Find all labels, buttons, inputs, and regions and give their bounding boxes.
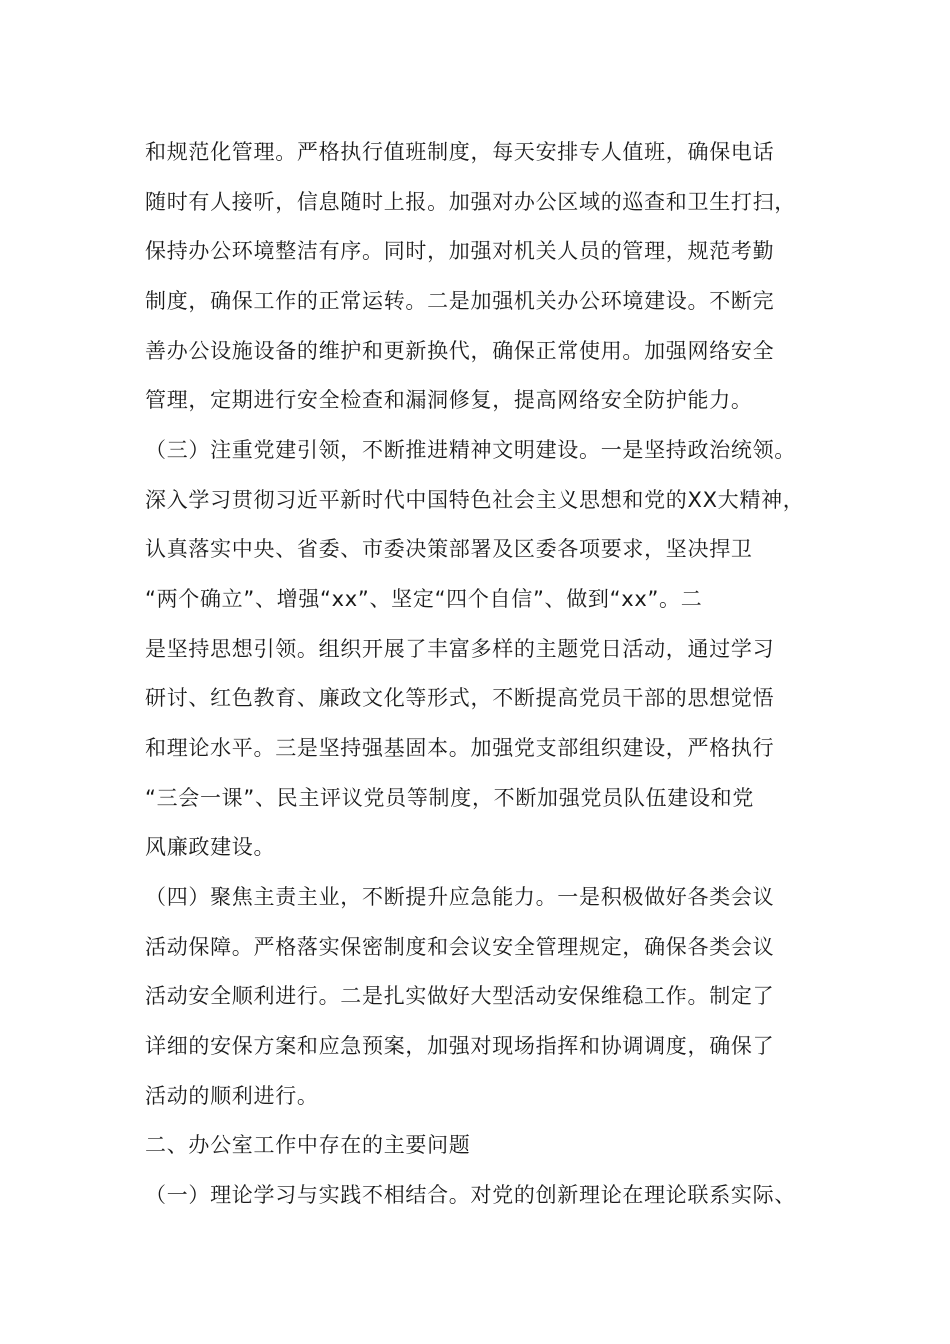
text-line: 活动安全顺利进行。二是扎实做好大型活动安保维稳工作。制定了: [145, 984, 775, 1008]
text-line: 管理，定期进行安全检查和漏洞修复，提高网络安全防护能力。: [145, 388, 753, 412]
text-line: 活动的顺利进行。: [145, 1084, 319, 1108]
text-line: 和理论水平。三是坚持强基固本。加强党支部组织建设，严格执行: [145, 736, 775, 760]
text-line: 保持办公环境整洁有序。同时，加强对机关人员的管理，规范考勤: [145, 239, 775, 263]
section-heading-1: （一）理论学习与实践不相结合。对党的创新理论在理论联系实际、: [145, 1183, 796, 1207]
section-heading-4: （四）聚焦主责主业，不断提升应急能力。一是积极做好各类会议: [145, 885, 775, 909]
text-line: 深入学习贯彻习近平新时代中国特色社会主义思想和党的XX大精神，: [145, 488, 805, 512]
text-line: 详细的安保方案和应急预案，加强对现场指挥和协调调度，确保了: [145, 1034, 775, 1058]
chapter-heading-2: 二、办公室工作中存在的主要问题: [145, 1133, 471, 1157]
text-line: 活动保障。严格落实保密制度和会议安全管理规定，确保各类会议: [145, 935, 775, 959]
text-line: 随时有人接听，信息随时上报。加强对办公区域的巡查和卫生打扫，: [145, 190, 796, 214]
text-line: 研讨、红色教育、廉政文化等形式，不断提高党员干部的思想觉悟: [145, 686, 775, 710]
text-line: “两个确立”、增强“xx”、坚定“四个自信”、做到“xx”。二: [145, 587, 703, 611]
text-line: 和规范化管理。严格执行值班制度，每天安排专人值班，确保电话: [145, 140, 775, 164]
text-line: 是坚持思想引领。组织开展了丰富多样的主题党日活动，通过学习: [145, 637, 775, 661]
text-line: 制度，确保工作的正常运转。二是加强机关办公环境建设。不断完: [145, 289, 775, 313]
text-line: “三会一课”、民主评议党员等制度，不断加强党员队伍建设和党: [145, 786, 755, 810]
section-heading-3: （三）注重党建引领，不断推进精神文明建设。一是坚持政治统领。: [145, 438, 796, 462]
text-line: 风廉政建设。: [145, 835, 276, 859]
text-line: 认真落实中央、省委、市委决策部署及区委各项要求，坚决捍卫: [145, 537, 753, 561]
text-line: 善办公设施设备的维护和更新换代，确保正常使用。加强网络安全: [145, 339, 775, 363]
